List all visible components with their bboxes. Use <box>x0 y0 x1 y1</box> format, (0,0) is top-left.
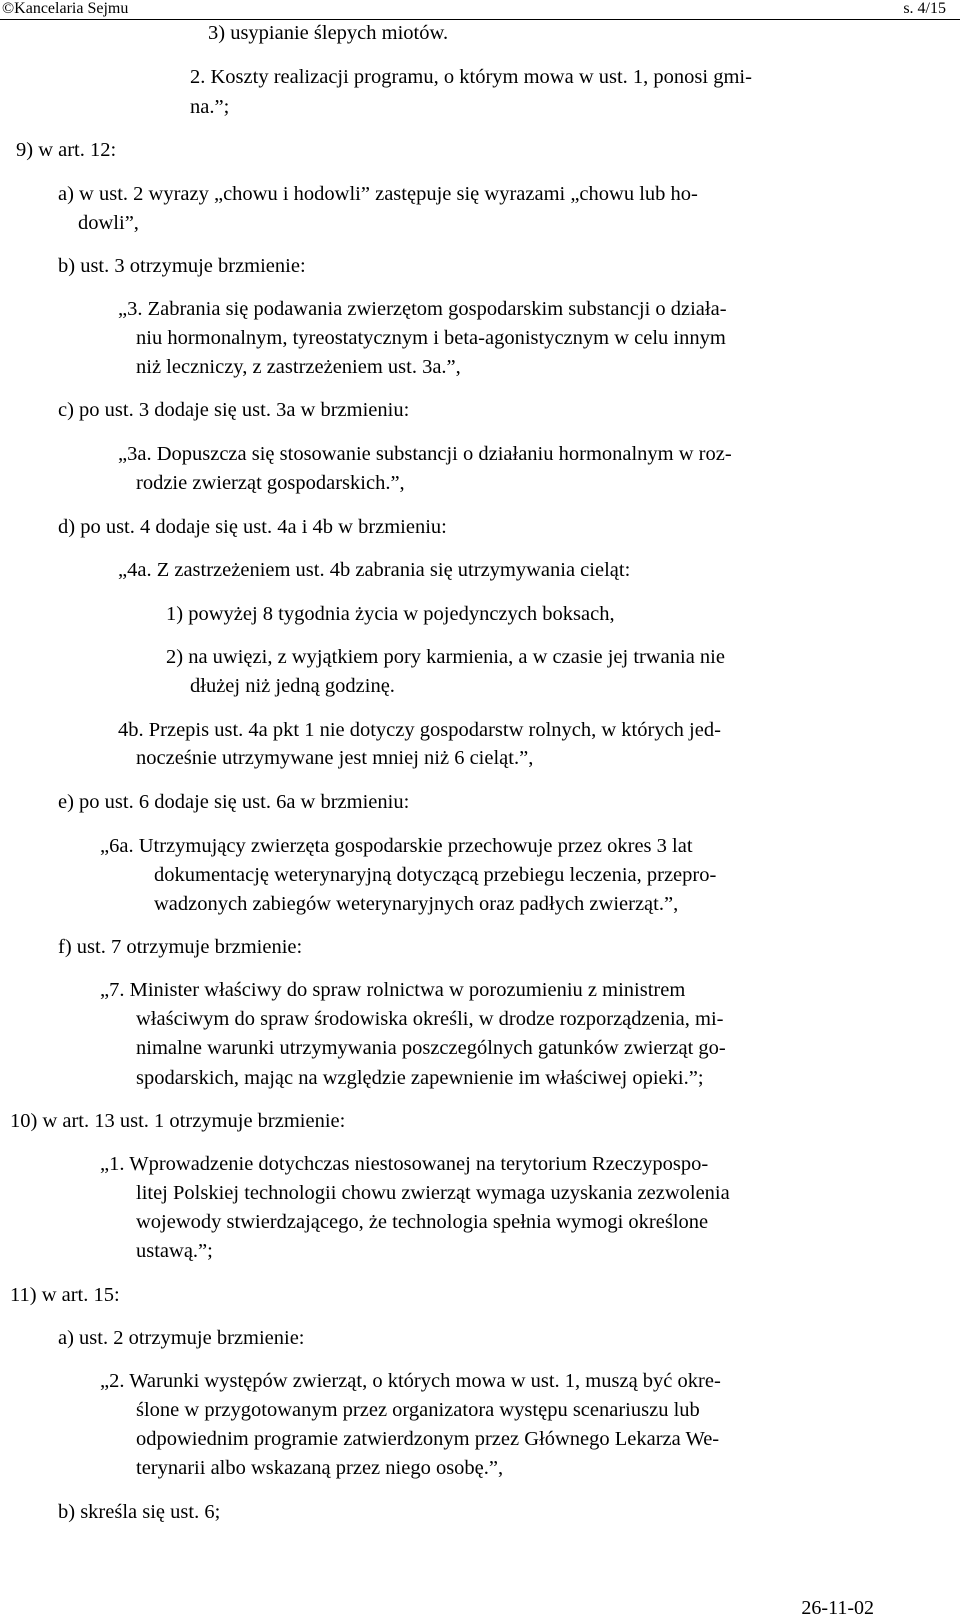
text-line: 10) w art. 13 ust. 1 otrzymuje brzmienie: <box>10 1110 346 1132</box>
text-line: niż leczniczy, z zastrzeżeniem ust. 3a.”, <box>136 356 461 378</box>
page-number: s. 4/15 <box>903 0 946 17</box>
text-line: c) po ust. 3 dodaje się ust. 3a w brzmieniu: <box>58 399 410 421</box>
text-line: 2. Koszty realizacji programu, o którym mowa w ust. 1, ponosi gmi- <box>190 66 752 88</box>
text-line: „3. Zabrania się podawania zwierzętom gospodarskim substancji o działa- <box>118 298 727 320</box>
header-rule <box>0 19 960 20</box>
text-line: niu hormonalnym, tyreostatycznym i beta-agonistycznym w celu innym <box>136 327 726 349</box>
text-line: f) ust. 7 otrzymuje brzmienie: <box>58 936 303 958</box>
text-line: „6a. Utrzymujący zwierzęta gospodarskie przechowuje przez okres 3 lat <box>100 835 693 857</box>
text-line: b) ust. 3 otrzymuje brzmienie: <box>58 255 306 277</box>
page-header <box>2 0 960 20</box>
text-line: rodzie zwierząt gospodarskich.”, <box>136 472 405 494</box>
text-line: 3) usypianie ślepych miotów. <box>208 22 449 44</box>
text-line: „7. Minister właściwy do spraw rolnictwa w porozumieniu z ministrem <box>100 979 686 1001</box>
text-line: odpowiednim programie zatwierdzonym przez Głównego Lekarza We- <box>136 1428 720 1450</box>
text-line: dłużej niż jedną godzinę. <box>190 675 395 697</box>
text-line: 4b. Przepis ust. 4a pkt 1 nie dotyczy gospodarstw rolnych, w których jed- <box>118 719 721 741</box>
text-line: na.”; <box>190 96 230 118</box>
text-line: „2. Warunki występów zwierząt, o których mowa w ust. 1, muszą być okre- <box>100 1370 721 1392</box>
text-line: nimalne warunki utrzymywania poszczególnych gatunków zwierząt go- <box>136 1037 726 1059</box>
text-line: dokumentację weterynaryjną dotyczącą przebiegu leczenia, przepro- <box>154 864 717 886</box>
text-line: nocześnie utrzymywane jest mniej niż 6 cieląt.”, <box>136 747 534 769</box>
text-line: „4a. Z zastrzeżeniem ust. 4b zabrania się utrzymywania cieląt: <box>118 559 631 581</box>
text-line: a) w ust. 2 wyrazy „chowu i hodowli” zastępuje się wyrazami „chowu lub ho- <box>58 183 698 205</box>
text-line: spodarskich, mając na względzie zapewnienie im właściwej opieki.”; <box>136 1067 704 1089</box>
text-line: właściwym do spraw środowiska określi, w drodze rozporządzenia, mi- <box>136 1008 724 1030</box>
text-line: wojewody stwierdzającego, że technologia spełnia wymogi określone <box>136 1211 709 1233</box>
text-line: 9) w art. 12: <box>16 139 117 161</box>
text-line: 1) powyżej 8 tygodnia życia w pojedynczych boksach, <box>166 603 615 625</box>
text-line: wadzonych zabiegów weterynaryjnych oraz padłych zwierząt.”, <box>154 893 679 915</box>
footer-date: 26-11-02 <box>801 1597 874 1619</box>
text-line: „1. Wprowadzenie dotychczas niestosowanej na terytorium Rzeczypospo- <box>100 1153 709 1175</box>
text-line: d) po ust. 4 dodaje się ust. 4a i 4b w brzmieniu: <box>58 516 447 538</box>
text-line: ślone w przygotowanym przez organizatora występu scenariuszu lub <box>136 1399 700 1421</box>
text-line: b) skreśla się ust. 6; <box>58 1501 221 1523</box>
text-line: litej Polskiej technologii chowu zwierząt wymaga uzyskania zezwolenia <box>136 1182 730 1204</box>
text-line: a) ust. 2 otrzymuje brzmienie: <box>58 1327 305 1349</box>
copyright-label: ©Kancelaria Sejmu <box>2 0 129 17</box>
text-line: 2) na uwięzi, z wyjątkiem pory karmienia, a w czasie jej trwania nie <box>166 646 725 668</box>
text-line: dowli”, <box>78 212 139 234</box>
text-line: terynarii albo wskazaną przez niego osobę.”, <box>136 1457 504 1479</box>
text-line: 11) w art. 15: <box>10 1284 120 1306</box>
text-line: „3a. Dopuszcza się stosowanie substancji o działaniu hormonalnym w roz- <box>118 443 732 465</box>
text-line: e) po ust. 6 dodaje się ust. 6a w brzmieniu: <box>58 791 410 813</box>
text-line: ustawą.”; <box>136 1240 213 1262</box>
